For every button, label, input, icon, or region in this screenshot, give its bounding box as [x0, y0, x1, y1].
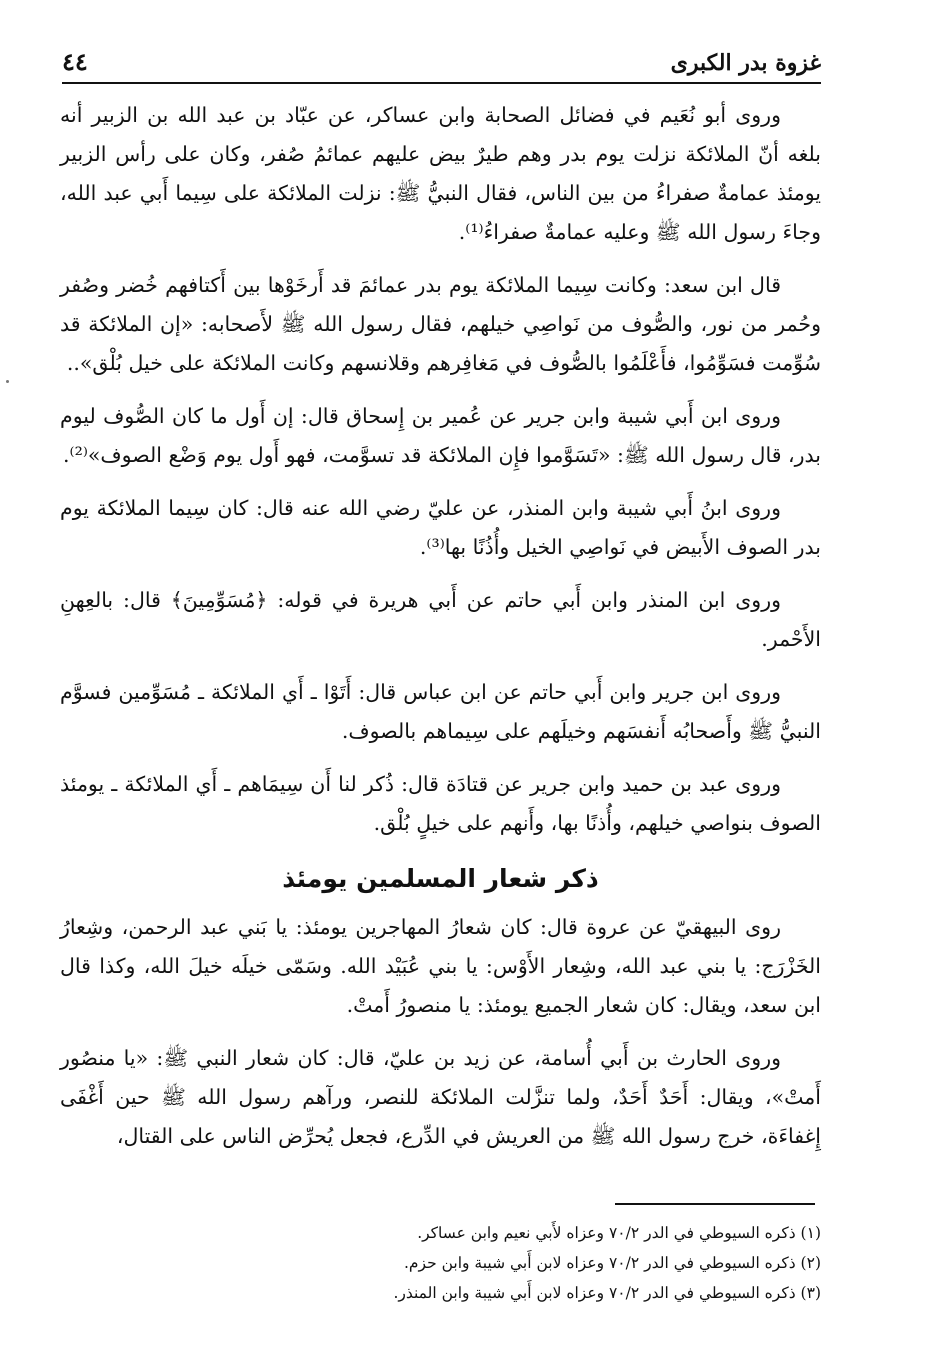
paragraph-6: وروى ابن جرير وابن أَبي حاتم عن ابن عباس قال: أَتَوْا ـ أَي الملائكة ـ مُسَوِّمين فسوَّم النبيُّ ﷺ وأَصحابُه أَنفسَهم وخيلَهم على سِيماهم بالصوف.	[60, 680, 821, 743]
footnote-3: (٣) ذكره السيوطي في الدر ٧٠/٢ وعزاه لابن أَبي شيبة وابن المنذر.	[393, 1284, 821, 1302]
page-number: ٤٤	[62, 47, 88, 76]
footnote-divider	[615, 1203, 815, 1205]
scan-speck	[6, 380, 9, 383]
paragraph-2: قال ابن سعد: وكانت سِيما الملائكة يوم بدر عمائمَ قد أَرخَوْها بين أَكتافهم خُضر وصُفر وحُمر من نور، والصُّوف من نَواصِي خيلهم، فقال رسول الله ﷺ لأَصحابه: «إن الملائكة قد سُوِّمت فسَوِّمُوا، فأَعْلَمُوا بالصُّوف في مَغافِرهم وقلانسهم وكانت الملائكة على خيل بُلْق»..	[60, 273, 821, 375]
section-heading: ذكر شعار المسلمين يومئذ	[282, 864, 599, 893]
paragraph-4: وروى ابنُ أَبي شيبة وابن المنذر، عن عليّ رضي الله عنه قال: كان سِيما الملائكة يوم بدر الصوف الأَبيض في نَواصِي الخيل وأُذُنًا بها⁽³⁾.	[60, 496, 821, 559]
page-body	[60, 96, 821, 1170]
paragraph-5: وروى ابن المنذر وابن أَبي حاتم عن أَبي هريرة في قوله: ﴿مُسَوِّمِينَ﴾ قال: بالعِهنِ الأَحْمر.	[60, 588, 821, 651]
footnote-1: (١) ذكره السيوطي في الدر ٧٠/٢ وعزاه لأَبي نعيم وابن عساكر.	[417, 1224, 821, 1242]
paragraph-1: وروى أبو نُعَيم في فضائل الصحابة وابن عساكر، عن عبّاد بن عبد الله بن الزبير أنه بلغه أنّ الملائكة نزلت يوم بدر وهم طيرٌ بيض عليهم عمائمُ صُفر، وكان على رأس الزبير يومئذ عمامةٌ صفراءُ من بين الناس، فقال النبيُّ ﷺ: نزلت الملائكة على سِيما أَبي عبد الله، وجاءَ رسول الله ﷺ وعليه عمامةٌ صفراءُ⁽¹⁾.	[60, 103, 821, 244]
footnotes	[120, 1218, 821, 1308]
running-title: غزوة بدر الكبرى	[670, 50, 821, 76]
page-header	[62, 40, 821, 84]
section-paragraph-2: وروى الحارث بن أَبي أُسامة، عن زيد بن عليّ، قال: كان شعار النبي ﷺ: «يا منصُور أَمتْ»، ويقال: أَحَدٌ أَحَدٌ، ولما تنزَّلت الملائكة للنصر، ورآهم رسول الله ﷺ حين أَغْفَى إِغفاءَة، خرج رسول الله ﷺ من العريش في الدِّرع، فجعل يُحرِّض الناس على القتال،	[60, 1046, 821, 1148]
paragraph-7: وروى عبد بن حميد وابن جرير عن قتادَة قال: ذُكر لنا أَن سِيمَاهم ـ أَي الملائكة ـ يومئذ الصوف بنواصي خيلهم، وأُذنًا بها، وأَنهم على خيلٍ بُلْق.	[60, 772, 821, 835]
footnote-2: (٢) ذكره السيوطي في الدر ٧٠/٢ وعزاه لابن أَبي شيبة وابن حزم.	[404, 1254, 821, 1272]
paragraph-3: وروى ابن أَبي شيبة وابن جرير عن عُمير بن إِسحاق قال: إن أَول ما كان الصُّوف ليوم بدر، قال رسول الله ﷺ: «تَسَوَّموا فإِن الملائكة قد تسوَّمت، فهو أَول يوم وَضْع الصوف»⁽²⁾.	[60, 404, 821, 467]
section-paragraph-1: روى البيهقيّ عن عروة قال: كان شعارُ المهاجرين يومئذ: يا بَني عبد الرحمن، وشِعارُ الخَزْرَج: يا بني عبد الله، وشِعار الأَوْس: يا بني عُبَيْد الله. وسَمّى خيلَه خيلَ الله، وكذا قال ابن سعد، ويقال: كان شعار الجميع يومئذ: يا منصورُ أَمتْ.	[60, 915, 821, 1017]
